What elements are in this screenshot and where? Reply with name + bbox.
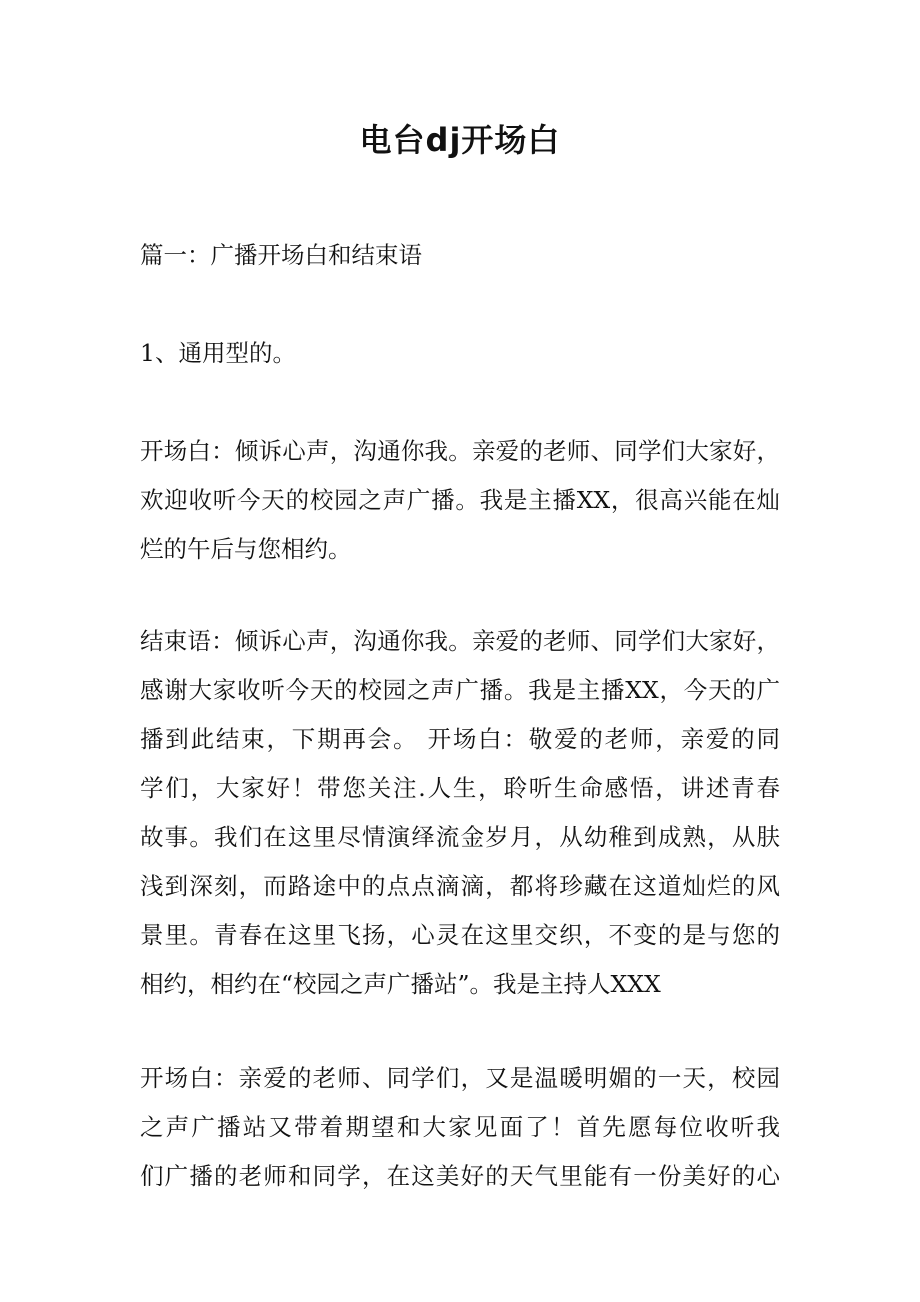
paragraph-2-line-6: 浅到深刻，而路途中的点点滴滴，都将珍藏在这道灿烂的风 [140, 872, 780, 900]
paragraph-2-line-1: 结束语：倾诉心声，沟通你我。亲爱的老师、同学们大家好， [140, 627, 780, 655]
paragraph-2-line-7: 景里。青春在这里飞扬，心灵在这里交织，不变的是与您的 [140, 921, 780, 949]
paragraph-2-line-2: 感谢大家收听今天的校园之声广播。我是主播XX，今天的广 [140, 676, 780, 704]
item-heading: 1、通用型的。 [140, 339, 296, 367]
paragraph-3-line-2: 之声广播站又带着期望和大家见面了！首先愿每位收听我 [140, 1113, 780, 1141]
section-heading: 篇一：广播开场白和结束语 [140, 241, 422, 269]
paragraph-1-line-2: 欢迎收听今天的校园之声广播。我是主播XX，很高兴能在灿 [140, 486, 780, 514]
paragraph-1-line-1: 开场白：倾诉心声，沟通你我。亲爱的老师、同学们大家好， [140, 437, 780, 465]
paragraph-2-line-5: 故事。我们在这里尽情演绎流金岁月，从幼稚到成熟，从肤 [140, 823, 780, 851]
paragraph-2-line-4: 学们，大家好！带您关注.人生，聆听生命感悟，讲述青春 [140, 774, 780, 802]
paragraph-2-line-3: 播到此结束，下期再会。 开场白：敬爱的老师，亲爱的同 [140, 725, 780, 753]
paragraph-2-line-8: 相约，相约在“校园之声广播站”。我是主持人XXX [140, 970, 661, 998]
paragraph-3-line-3: 们广播的老师和同学，在这美好的天气里能有一份美好的心 [140, 1162, 780, 1190]
paragraph-1-line-3: 烂的午后与您相约。 [140, 535, 352, 563]
document-title: 电台dj开场白 [359, 121, 561, 159]
paragraph-3-line-1: 开场白：亲爱的老师、同学们，又是温暖明媚的一天，校园 [140, 1064, 780, 1092]
